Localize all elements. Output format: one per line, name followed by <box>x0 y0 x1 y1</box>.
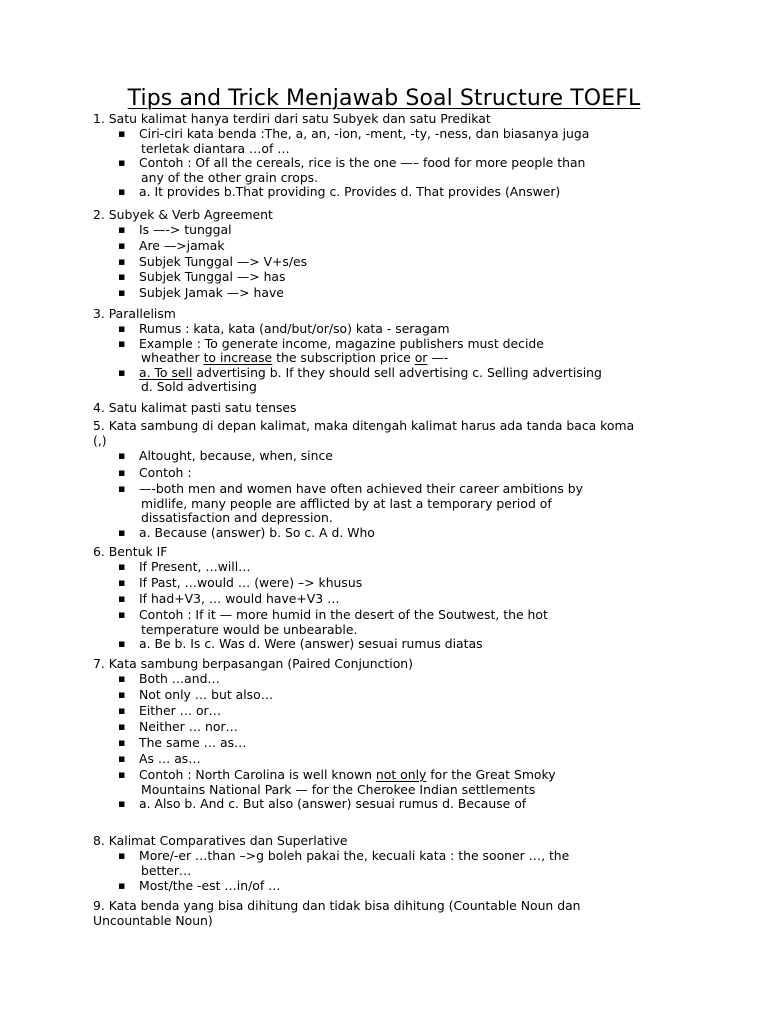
list-item: ▪ Subjek Tunggal —> V+s/es <box>118 255 638 270</box>
list-item: ▪ Contoh : North Carolina is well known not only for the Great Smoky Mountains National Park — for the Cherokee Indian settlements <box>118 768 638 797</box>
list-item: ▪ a. It provides b.That providing c. Provides d. That provides (Answer) <box>118 185 638 200</box>
list-item: ▪ Contoh : <box>118 466 638 481</box>
list-item: ▪ If had+V3, … would have+V3 … <box>118 592 638 607</box>
section-3-list <box>118 322 638 395</box>
list-item: ▪ More/-er …than –>g boleh pakai the, kecuali kata : the sooner …, the better… <box>118 849 638 878</box>
section-4-heading: 4. Satu kalimat pasti satu tenses <box>93 400 297 415</box>
list-item: ▪ a. Also b. And c. But also (answer) sesuai rumus d. Because of <box>118 797 638 812</box>
section-2-heading: 2. Subyek & Verb Agreement <box>93 207 273 222</box>
section-2-list <box>118 223 638 301</box>
section-9-heading: 9. Kata benda yang bisa dihitung dan tidak bisa dihitung (Countable Noun dan Uncountable Noun) <box>93 898 581 928</box>
list-item: ▪ The same … as… <box>118 736 638 751</box>
section-7-list <box>118 672 638 812</box>
list-item: ▪ a. To sell advertising b. If they should sell advertising c. Selling advertising d. Sold advertising <box>118 366 638 395</box>
list-item: ▪ a. Be b. Is c. Was d. Were (answer) sesuai rumus diatas <box>118 637 638 652</box>
list-item: ▪ Altought, because, when, since <box>118 449 638 464</box>
section-5-list <box>118 449 638 541</box>
list-item: ▪ a. Because (answer) b. So c. A d. Who <box>118 526 638 541</box>
list-item: ▪ Either … or… <box>118 704 638 719</box>
list-item: ▪ Contoh : If it — more humid in the desert of the Soutwest, the hot temperature would be unbearable. <box>118 608 638 637</box>
underlined-text: a. To sell <box>139 364 193 380</box>
list-item: ▪ Subjek Jamak —> have <box>118 286 638 301</box>
list-item: ▪ Subjek Tunggal —> has <box>118 270 638 285</box>
list-item: ▪ Contoh : Of all the cereals, rice is the one —– food for more people than any of the other grain crops. <box>118 156 638 185</box>
section-6-heading: 6. Bentuk IF <box>93 544 168 559</box>
section-5-heading: 5. Kata sambung di depan kalimat, maka ditengah kalimat harus ada tanda baca koma (,) <box>93 418 635 448</box>
list-item: ▪ Most/the -est …in/of … <box>118 879 638 894</box>
list-item: ▪ Ciri-ciri kata benda :The, a, an, -ion, -ment, -ty, -ness, dan biasanya juga terletak diantara …of … <box>118 127 638 156</box>
list-item: ▪ Is —-> tunggal <box>118 223 638 238</box>
section-6-list <box>118 560 638 652</box>
list-item: ▪ Rumus : kata, kata (and/but/or/so) kata - seragam <box>118 322 638 337</box>
section-1-heading: 1. Satu kalimat hanya terdiri dari satu Subyek dan satu Predikat <box>93 111 491 126</box>
list-item: ▪ If Present, …will… <box>118 560 638 575</box>
underlined-text: not only <box>375 766 427 782</box>
list-item: ▪ —-both men and women have often achieved their career ambitions by midlife, many people are afflicted by at last a temporary period of dissatisfaction and depression. <box>118 482 638 526</box>
page-title: Tips and Trick Menjawab Soal Structure TOEFL <box>127 86 641 111</box>
list-item: ▪ Are —>jamak <box>118 239 638 254</box>
section-3-heading: 3. Parallelism <box>93 306 176 321</box>
underlined-text: or <box>414 350 428 366</box>
list-item: ▪ Both …and… <box>118 672 638 687</box>
section-7-heading: 7. Kata sambung berpasangan (Paired Conjunction) <box>93 656 413 671</box>
list-item: ▪ If Past, …would … (were) –> khusus <box>118 576 638 591</box>
list-item: ▪ As … as… <box>118 752 638 767</box>
list-item: ▪ Example : To generate income, magazine publishers must decide wheather to increase the subscription price or —- <box>118 337 638 366</box>
section-8-list <box>118 849 638 894</box>
underlined-text: to increase <box>203 350 273 366</box>
list-item: ▪ Neither … nor… <box>118 720 638 735</box>
list-item: ▪ Not only … but also… <box>118 688 638 703</box>
section-8-heading: 8. Kalimat Comparatives dan Superlative <box>93 833 348 848</box>
section-1-list <box>118 127 638 200</box>
